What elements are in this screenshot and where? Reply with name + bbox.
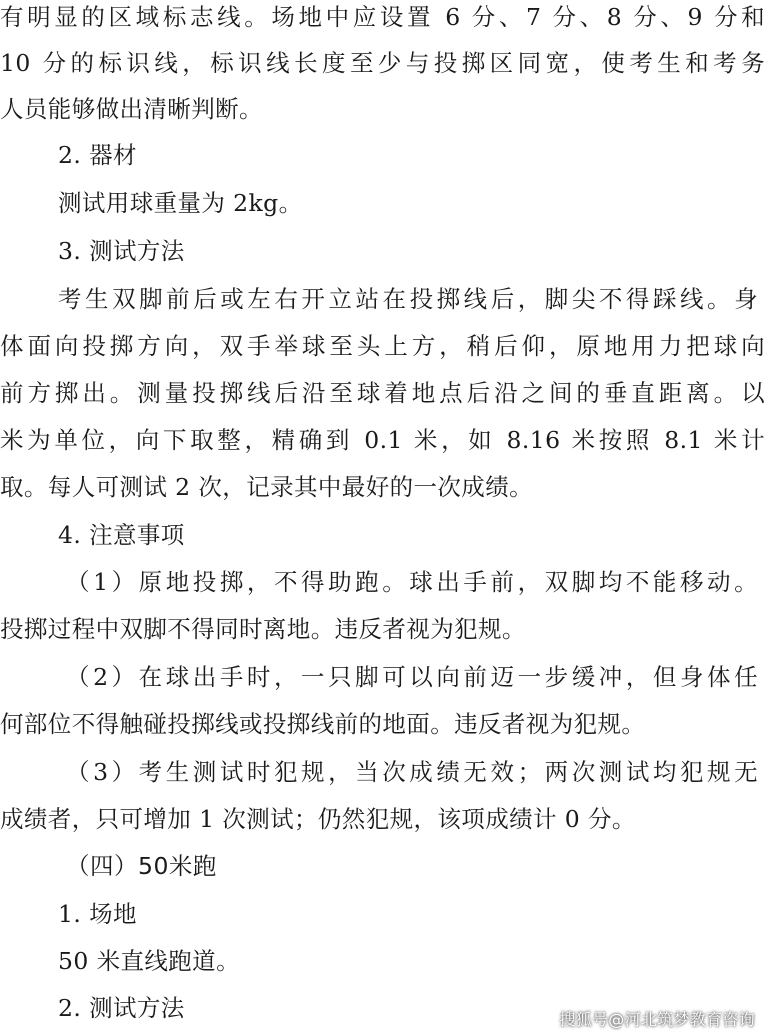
- paragraph-line: 有明显的区域标志线。场地中应设置 6 分、7 分、8 分、9 分和: [0, 3, 765, 31]
- paragraph-line: 何部位不得触碰投掷线或投掷线前的地面。违反者视为犯规。: [0, 710, 646, 738]
- list-item-note-3: （3）考生测试时犯规，当次成绩无效；两次测试均犯规无: [66, 758, 758, 786]
- section-heading-test-method: 3. 测试方法: [58, 237, 185, 265]
- paragraph-line: 前方掷出。测量投掷线后沿至球着地点后沿之间的垂直距离。以: [0, 379, 765, 407]
- paragraph-line: 成绩者，只可增加 1 次测试；仍然犯规，该项成绩计 0 分。: [0, 805, 636, 833]
- paragraph-line: 米为单位，向下取整，精确到 0.1 米，如 8.16 米按照 8.1 米计: [0, 426, 765, 454]
- section-heading-test-method-2: 2. 测试方法: [58, 994, 185, 1022]
- section-heading-notes: 4. 注意事项: [58, 521, 185, 549]
- paragraph-line: 测试用球重量为 2kg。: [58, 189, 303, 217]
- section-heading-equipment: 2. 器材: [58, 141, 137, 169]
- section-heading-50m-run: （四）50米跑: [66, 852, 217, 880]
- paragraph-line: 投掷过程中双脚不得同时离地。违反者视为犯规。: [0, 615, 526, 643]
- watermark-text: 搜狐号@河北筑梦教育咨询: [559, 1010, 755, 1029]
- list-item-note-2: （2）在球出手时，一只脚可以向前迈一步缓冲，但身体任: [66, 663, 758, 691]
- paragraph-line: 人员能够做出清晰判断。: [0, 95, 263, 123]
- paragraph-line: 体面向投掷方向，双手举球至头上方，稍后仰，原地用力把球向: [0, 332, 765, 360]
- list-item-note-1: （1）原地投掷，不得助跑。球出手前，双脚均不能移动。: [66, 568, 758, 596]
- paragraph-line: 50 米直线跑道。: [58, 947, 240, 975]
- paragraph-line: 取。每人可测试 2 次，记录其中最好的一次成绩。: [0, 473, 533, 501]
- paragraph-line: 10 分的标识线，标识线长度至少与投掷区同宽，使考生和考务: [0, 49, 765, 77]
- paragraph-line: 考生双脚前后或左右开立站在投掷线后，脚尖不得踩线。身: [58, 285, 758, 313]
- section-heading-venue: 1. 场地: [58, 900, 137, 928]
